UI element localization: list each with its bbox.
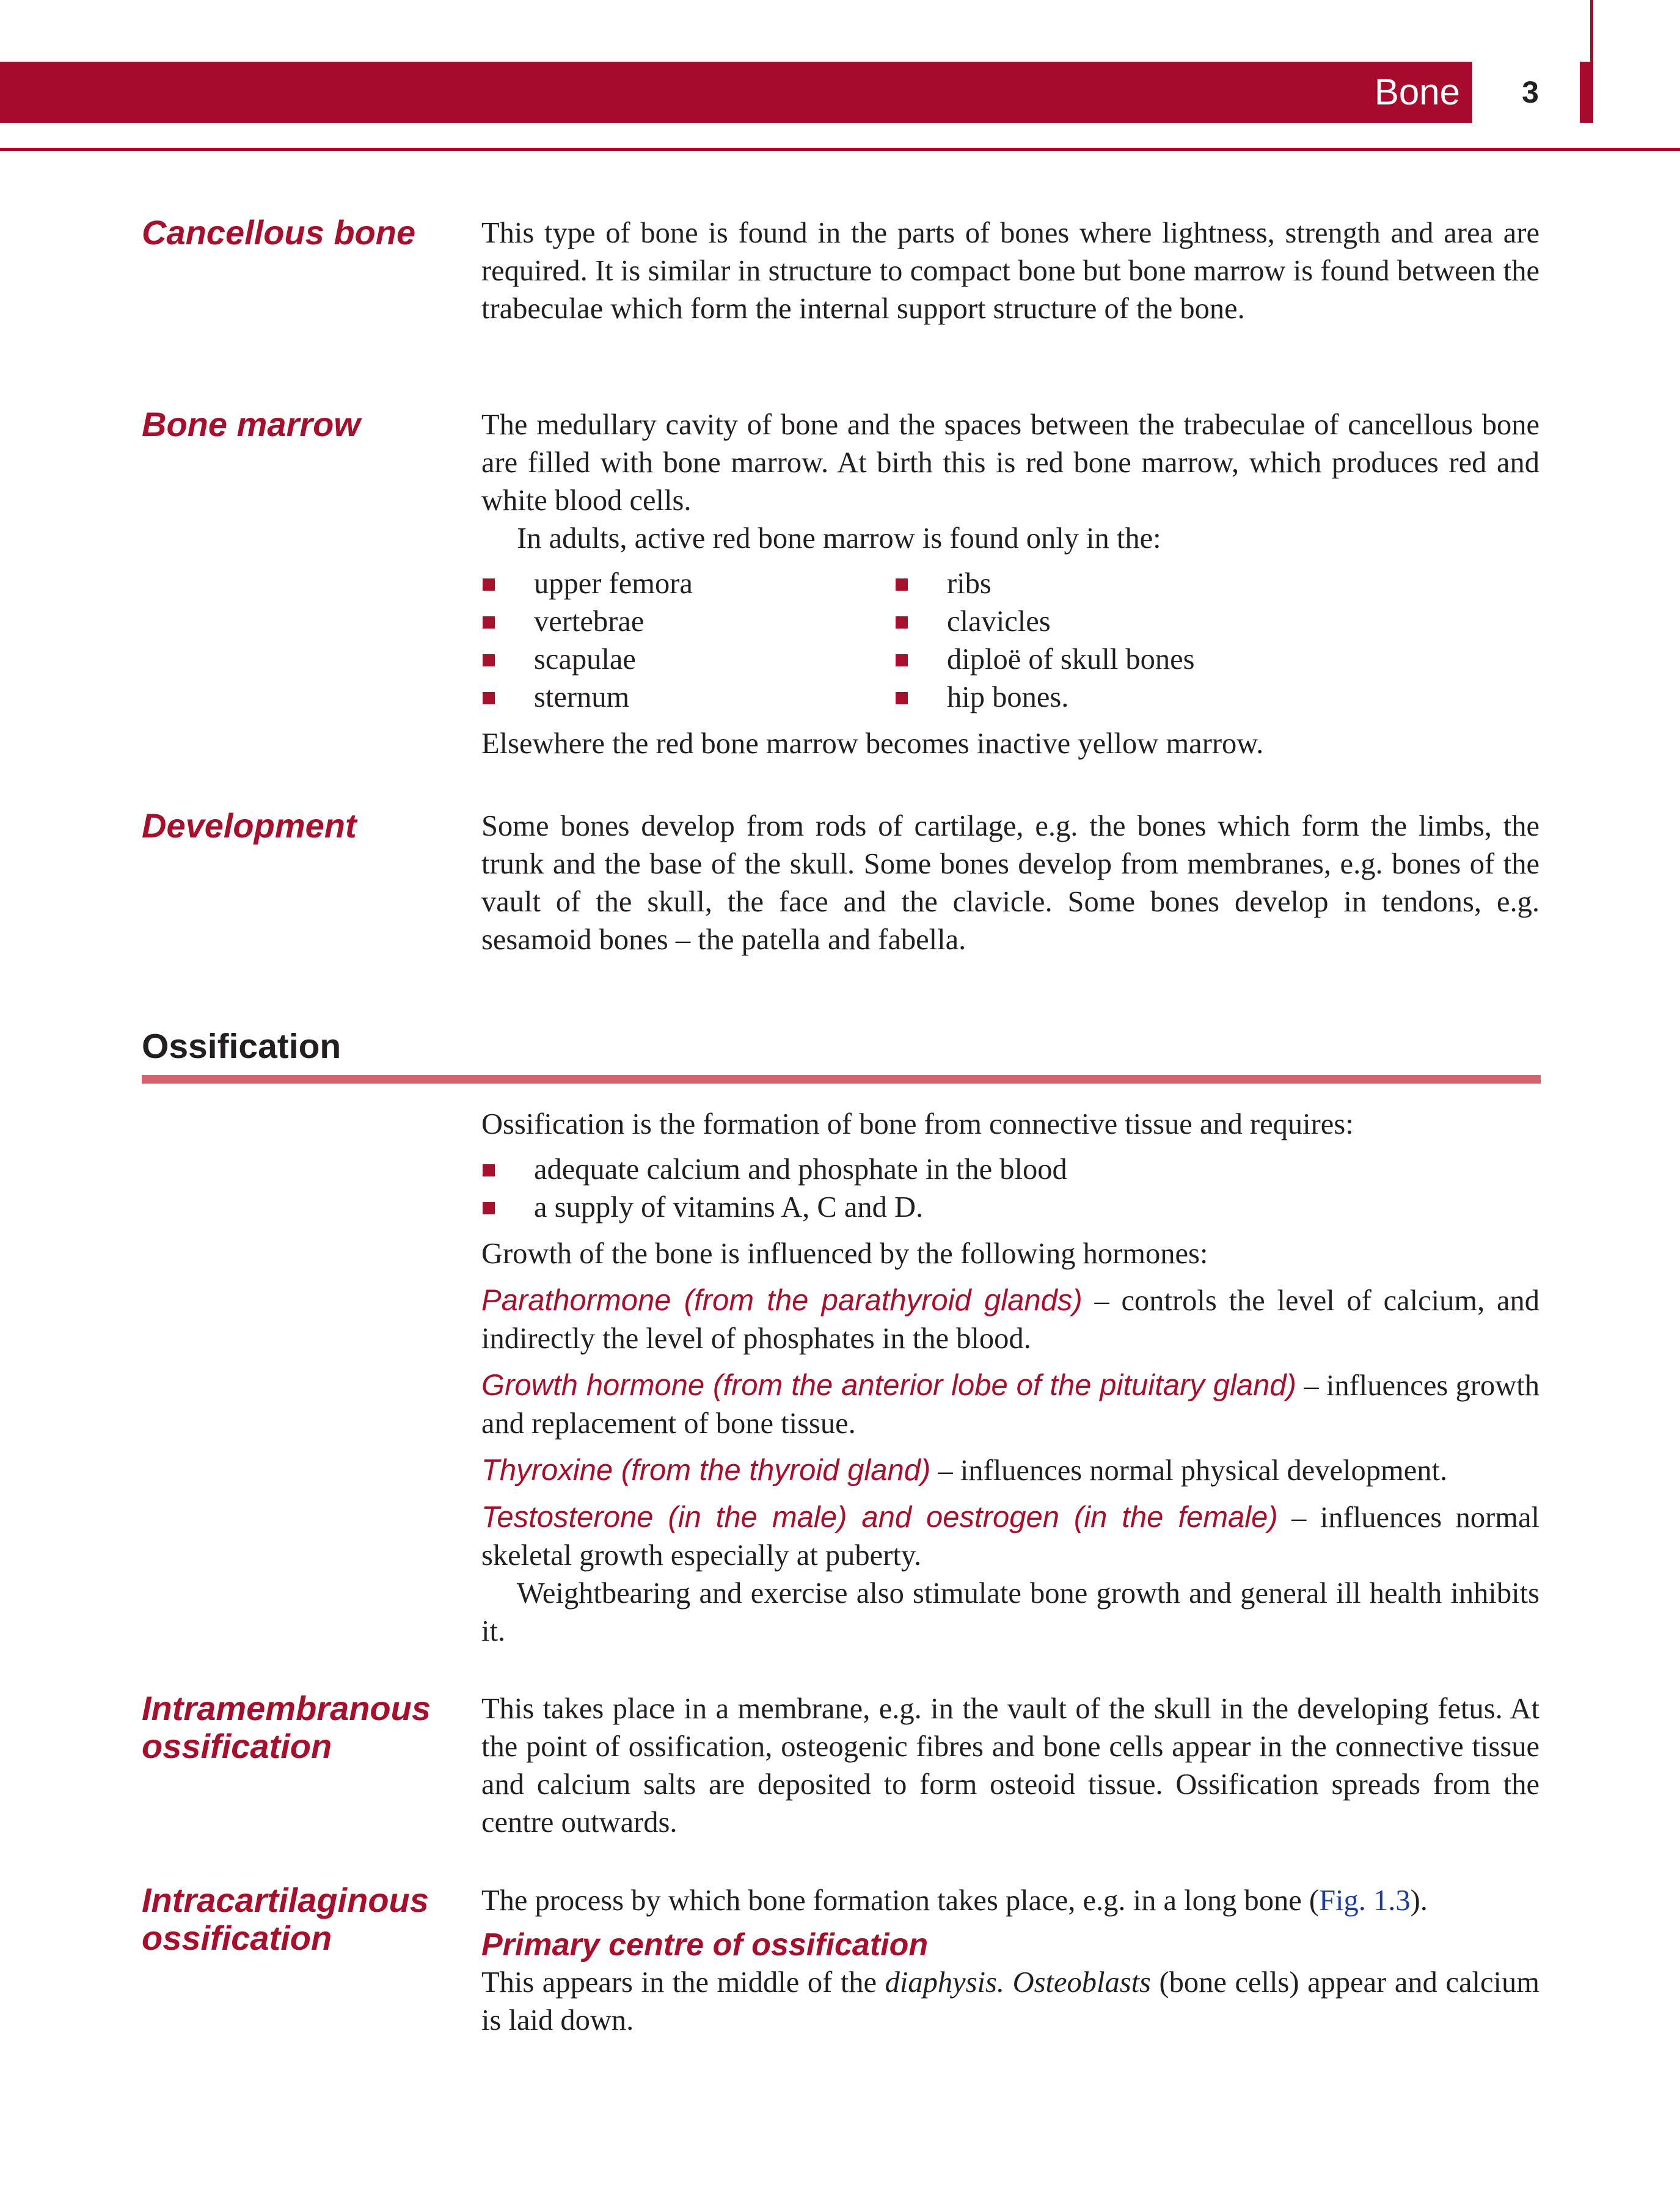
list-item: sternum [481,679,894,717]
hormone-entry: Growth hormone (from the anterior lobe of the pituitary gland) – influences growth and replacement of bone tissue. [481,1369,1539,1440]
section-rule [142,1075,1541,1084]
bullet-square-icon [483,654,495,666]
ossification-intro: Ossification is the formation of bone from connective tissue and requires: [481,1108,1354,1140]
bullet-square-icon [896,616,908,629]
bullet-square-icon [896,692,908,704]
bullet-square-icon [483,692,495,704]
bone-marrow-section [481,406,1539,763]
cancellous-section [481,214,1539,328]
page-number: 3 [1522,75,1539,109]
side-heading-bone-marrow: Bone marrow [142,405,360,443]
intramembranous-text: This takes place in a membrane, e.g. in the vault of the skull in the developing fetus. At the point of ossification, osteogenic fibres and bone cells appear in the connective tissue and calcium salts are deposited to form osteoid tissue. Ossification spreads from the centre outwards. [481,1693,1539,1839]
hormone-name: Thyroxine (from the thyroid gland) [481,1454,931,1487]
marrow-paragraph: The medullary cavity of bone and the spaces between the trabeculae of cancellous bone are filled with bone marrow. At birth this is red bone marrow, which produces red and white blood cells. [481,409,1539,517]
side-heading-cancellous-bone: Cancellous bone [142,213,416,252]
header-tab [1580,62,1593,123]
side-heading-intramembranous-ossification: Intramembranous ossification [142,1689,431,1765]
running-head-title: Bone [1374,71,1460,112]
marrow-list-column [894,565,1307,717]
marrow-paragraph: Elsewhere the red bone marrow becomes inactive yellow marrow. [481,728,1264,760]
list-item: adequate calcium and phosphate in the blood [481,1151,1539,1189]
side-heading-development: Development [142,806,357,845]
intramembranous-section [481,1690,1539,1842]
development-text: Some bones develop from rods of cartilage, e.g. the bones which form the limbs, the trunk and the base of the skull. Some bones develop from membranes, e.g. bones of the vault of the skull, the face and the clavicle. Some bones develop in tendons, e.g. sesamoid bones – the patella and fabella. [481,810,1539,956]
ossification-closing: Weightbearing and exercise also stimulate bone growth and general ill health inhibits it. [481,1577,1539,1647]
marrow-list [481,565,1539,717]
bullet-square-icon [483,578,495,591]
intracartilaginous-section [481,1882,1539,2040]
list-item: a supply of vitamins A, C and D. [481,1189,1539,1227]
section-heading-ossification: Ossification [142,1027,341,1066]
ossification-section [481,1106,1539,1650]
list-item: hip bones. [894,679,1307,717]
list-item: diploë of skull bones [894,641,1307,679]
requirements-list [481,1151,1539,1227]
bullet-square-icon [896,654,908,666]
hormone-entry: Thyroxine (from the thyroid gland) – influences normal physical development. [481,1454,1448,1487]
marrow-list-column [481,565,894,717]
hormones-intro: Growth of the bone is influenced by the following hormones: [481,1238,1208,1270]
marrow-paragraph: In adults, active red bone marrow is found only in the: [517,522,1161,555]
list-item: ribs [894,565,1307,603]
bullet-square-icon [896,578,908,591]
primary-centre-text: This appears in the middle of the diaphysis. Osteoblasts (bone cells) appear and calcium is laid down. [481,1966,1540,2037]
header-bar [0,62,1472,123]
list-item: vertebrae [481,603,894,641]
side-heading-intracartilaginous-ossification: Intracartilaginous ossification [142,1881,429,1957]
list-item: upper femora [481,565,894,603]
bullet-square-icon [483,1202,495,1214]
development-section [481,808,1539,959]
hormone-entry: Parathormone (from the parathyroid glands) – controls the level of calcium, and indirectly the level of phosphates in the blood. [481,1284,1539,1355]
hormone-name: Testosterone (in the male) and oestrogen (in the female) [481,1501,1278,1534]
bullet-square-icon [483,1164,495,1176]
subheading-primary-centre: Primary centre of ossification [481,1927,929,1963]
list-item: clavicles [894,603,1307,641]
list-item: scapulae [481,641,894,679]
hormone-name: Growth hormone (from the anterior lobe of the pituitary gland) [481,1369,1296,1402]
header-rule [0,148,1680,151]
hormone-name: Parathormone (from the parathyroid glands) [481,1284,1083,1317]
header-edge-line [1590,0,1593,62]
cancellous-text: This type of bone is found in the parts of bones where lightness, strength and area are required. It is similar in structure to compact bone but bone marrow is found between the trabeculae which form the internal support structure of the bone. [481,217,1539,325]
intracartilaginous-text: The process by which bone formation takes place, e.g. in a long bone (Fig. 1.3). [481,1884,1428,1917]
figure-link[interactable]: Fig. 1.3 [1319,1884,1411,1917]
bullet-square-icon [483,616,495,629]
hormone-entry: Testosterone (in the male) and oestrogen (in the female) – influences normal skeletal growth especially at puberty. [481,1501,1539,1572]
